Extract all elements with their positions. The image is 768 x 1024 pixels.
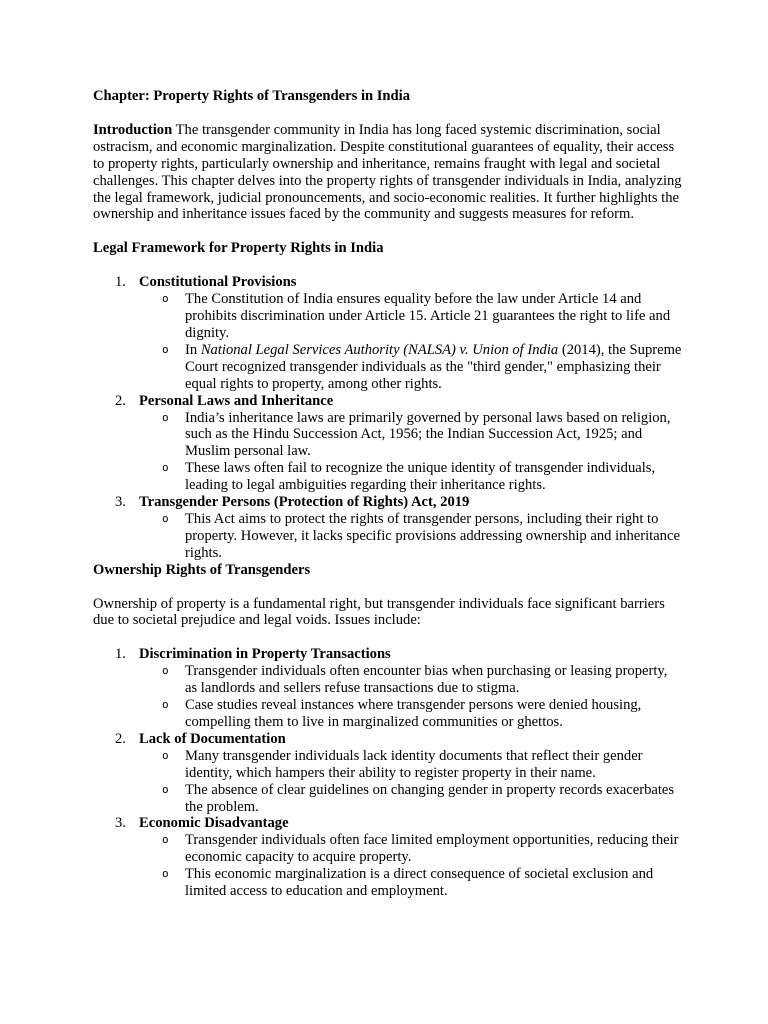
bullet-icon: o — [162, 342, 169, 356]
item-title: Discrimination in Property Transactions — [139, 646, 391, 663]
bullet-text: These laws often fail to recognize the unique identity of transgender individuals, leading to legal ambiguities regarding their inheritance rights. — [185, 460, 656, 494]
item-title: Transgender Persons (Protection of Rights) Act, 2019 — [139, 494, 470, 511]
bullet-icon: o — [162, 867, 169, 881]
ownership-intro: Ownership of property is a fundamental right, but transgender individuals face significant barriers due to societal prejudice and legal voids. Issues include: — [93, 595, 665, 629]
sub-list-item — [139, 460, 683, 494]
chapter-title: Chapter: Property Rights of Transgenders in India — [93, 88, 411, 104]
bullet-text: This economic marginalization is a direct consequence of societal exclusion and limited access to education and employment. — [185, 866, 654, 900]
legal-framework-list — [93, 274, 683, 561]
bullet-icon: o — [162, 748, 169, 762]
list-item — [93, 731, 683, 816]
sub-list — [139, 410, 683, 495]
bullet-text: This Act aims to protect the rights of transgender persons, including their right to property. However, it lacks specific provisions addressing ownership and inheritance rights. — [185, 510, 680, 561]
sub-list-item — [139, 697, 683, 731]
bullet-text-post: (2014), the Supreme Court recognized transgender individuals as the "third gender," emphasizing their equal rights to property, among other rights. — [185, 341, 682, 392]
bullet-text: Transgender individuals often face limited employment opportunities, reducing their economic capacity to acquire property. — [185, 832, 679, 866]
bullet-text-pre: In — [185, 341, 201, 358]
bullet-text: Transgender individuals often encounter bias when purchasing or leasing property, as landlords and sellers refuse transactions due to stigma. — [185, 663, 668, 697]
sub-list — [139, 511, 683, 562]
document-page — [93, 88, 683, 900]
bullet-icon: o — [162, 292, 169, 306]
item-number: 3. — [115, 494, 126, 511]
sub-list-item — [139, 291, 683, 342]
bullet-icon: o — [162, 410, 169, 424]
item-title: Personal Laws and Inheritance — [139, 392, 334, 409]
bullet-icon: o — [162, 461, 169, 475]
bullet-text: The Constitution of India ensures equality before the law under Article 14 and prohibits discrimination under Article 15. Article 21 guarantees the right to life and dignity. — [185, 291, 671, 341]
list-item — [93, 494, 683, 562]
bullet-icon: o — [162, 511, 169, 525]
item-title: Lack of Documentation — [139, 730, 286, 747]
item-title: Economic Disadvantage — [139, 815, 289, 832]
bullet-icon: o — [162, 664, 169, 678]
sub-list — [139, 748, 683, 816]
item-number: 1. — [115, 646, 126, 663]
list-item — [93, 815, 683, 900]
sub-list-item — [139, 866, 683, 900]
bullet-icon: o — [162, 698, 169, 712]
item-title: Constitutional Provisions — [139, 274, 297, 291]
intro-text: The transgender community in India has long faced systemic discrimination, social ostracism, and economic marginalization. Despite constitutional guarantees of equality, their access to property rights, particularly ownership and inheritance, remains fraught with legal and societal challenges. This chapter delves into the property rights of transgender individuals in India, analyzing the legal framework, judicial pronouncements, and socio-economic realities. It further highlights the ownership and inheritance issues faced by the community and suggests measures for reform. — [93, 121, 682, 223]
bullet-icon: o — [162, 782, 169, 796]
case-name: National Legal Services Authority (NALSA) v. Union of India — [200, 341, 559, 358]
sub-list-item — [139, 342, 683, 393]
sub-list — [139, 291, 683, 392]
bullet-text: Many transgender individuals lack identity documents that reflect their gender identity, which hampers their ability to register property in their name. — [185, 747, 643, 781]
list-item — [93, 393, 683, 494]
sub-list-item — [139, 663, 683, 697]
ownership-list — [93, 646, 683, 900]
sub-list — [139, 832, 683, 900]
item-number: 2. — [115, 392, 126, 409]
sub-list-item — [139, 748, 683, 782]
intro-paragraph — [93, 122, 683, 223]
legal-framework-heading: Legal Framework for Property Rights in India — [93, 240, 384, 257]
list-item — [93, 646, 683, 731]
bullet-icon: o — [162, 833, 169, 847]
item-number: 1. — [115, 274, 126, 291]
bullet-text: Case studies reveal instances where transgender persons were denied housing, compelling them to live in marginalized communities or ghettos. — [185, 697, 642, 730]
sub-list-item — [139, 782, 683, 816]
bullet-text: The absence of clear guidelines on changing gender in property records exacerbates the problem. — [185, 781, 675, 815]
list-item — [93, 274, 683, 392]
sub-list-item — [139, 511, 683, 562]
bullet-text: India’s inheritance laws are primarily governed by personal laws based on religion, such as the Hindu Succession Act, 1956; the Indian Succession Act, 1925; and Muslim personal law. — [185, 409, 671, 460]
ownership-heading: Ownership Rights of Transgenders — [93, 561, 311, 578]
sub-list-item — [139, 410, 683, 461]
item-number: 3. — [115, 815, 126, 832]
intro-label: Introduction — [93, 121, 173, 138]
sub-list-item — [139, 832, 683, 866]
item-number: 2. — [115, 730, 126, 747]
sub-list — [139, 663, 683, 731]
